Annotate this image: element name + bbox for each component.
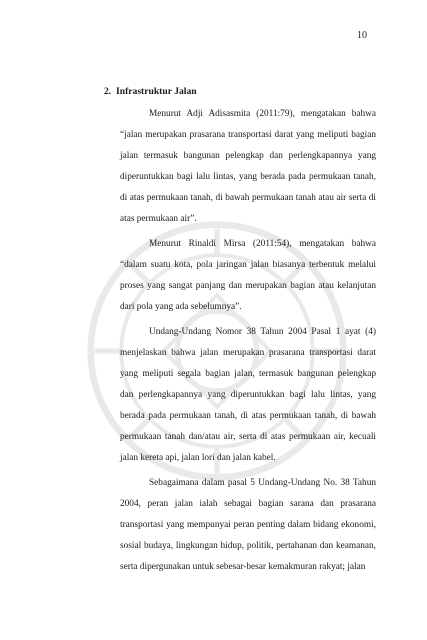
body-text (120, 104, 376, 578)
section-heading (104, 86, 197, 98)
paragraph: Menurut Rinaldi Mirsa (2011:54), mengatakan bahwa “dalam suatu kota, pola jaringan jalan biasanya terbentuk melalui proses yang sangat panjang dan merupakan bagian atau kelanjutan dari pola yang ada sebelumnya”. (120, 239, 376, 312)
section-number: 2. (104, 86, 112, 97)
page-number: 10 (357, 30, 367, 41)
section-title: Infrastruktur Jalan (116, 86, 197, 97)
paragraph: Undang-Undang Nomor 38 Tahun 2004 Pasal 1 ayat (4) menjelaskan bahwa jalan merupakan prasarana transportasi darat yang meliputi segala bagian jalan, termasuk bangunan pelengkap dan perlengkapannya yang diperuntukkan bagi lalu lintas, yang berada pada permukaan tanah, di atas permukaan tanah, di bawah permukaan tanah dan/atau air, serta di atas permukaan air, kecuali jalan kereta api, jalan lori dan jalan kabel. (120, 327, 376, 463)
paragraph: Menurut Adji Adisasmita (2011:79), mengatakan bahwa “jalan merupakan prasarana transportasi darat yang meliputi bagian jalan termasuk bangunan pelengkap dan perlengkapannya yang diperuntukkan bagi lalu lintas, yang berada pada permukaan tanah, di atas permukaan tanah, di bawah permukaan tanah atau air serta di atas permukaan air”. (120, 109, 376, 224)
paragraph: Sebagaimana dalam pasal 5 Undang-Undang No. 38 Tahun 2004, peran jalan ialah sebagai bagian sarana dan prasarana transportasi yang mempunyai peran penting dalam bidang ekonomi, sosial budaya, lingkungan hidup, politik, pertahanan dan keamanan, serta dipergunakan untuk sebesar-besar kemakmuran rakyat; jalan (120, 478, 376, 572)
